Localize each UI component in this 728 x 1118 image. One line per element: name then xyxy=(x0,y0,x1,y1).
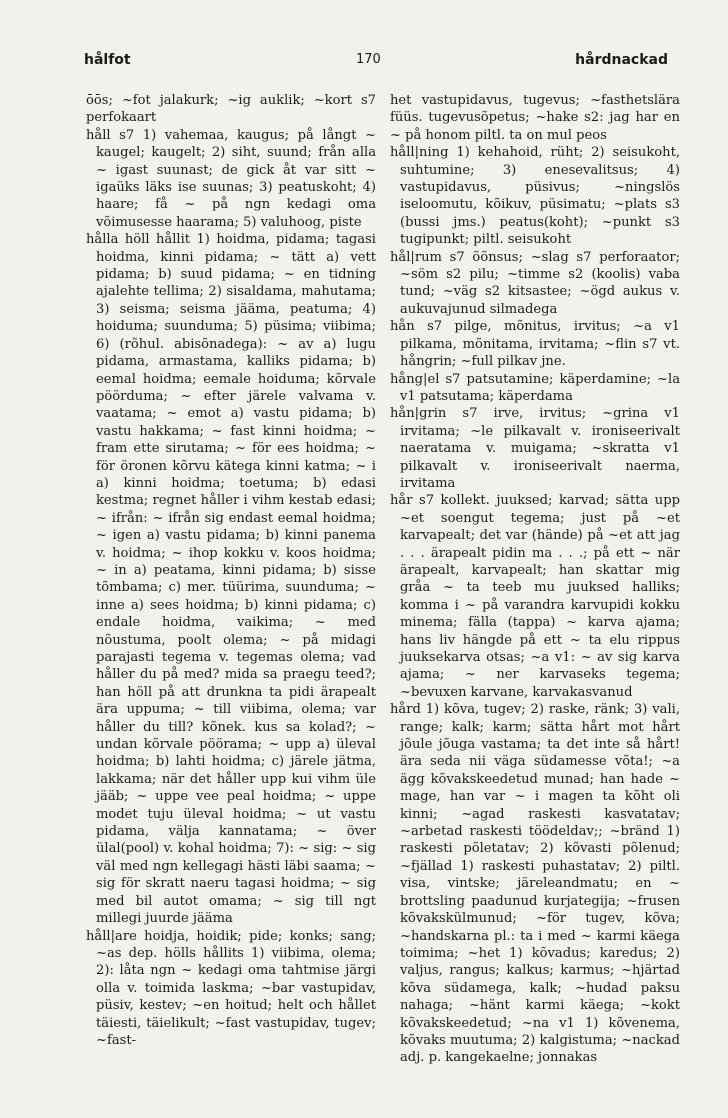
dictionary-entry: håll|are hoidja, hoidik; pide; konks; sang; ~as dep. hölls hållits 1) viibima, olema; 2): låta ngn ~ kedagi oma tahtmise järgi olla v. toimida laskma; ~bar vastupidav, püsiv, kestev; ~en hoitud; helt och hållet täiesti, täielikult; ~fast vastupidav, tugev; ~fast- xyxy=(86,928,376,1048)
dictionary-entry: hålla höll hållit 1) hoidma, pidama; tagasi hoidma, kinni pidama; ~ tätt a) vett pidama; b) suud pidama; ~ en tidning ajalehte tellima; 2) sisaldama, mahutama; 3) seisma; seisma jääma, peatuma; 4) hoiduma; suunduma; 5) püsima; viibima; 6) (rõhul. abisõnadega): ~ av a) lugu pidama, armastama, kalliks pidama; b) eemal hoidma; eemale hoiduma; kõrvale pöörduma; ~ efter järele valvama v. vaatama; ~ emot a) vastu pidama; b) vastu hakkama; ~ fast kinni hoidma; ~ fram ette sirutama; ~ för ees hoidma; ~ för öronen kõrvu kätega kinni katma; ~ i a) kinni hoidma; toetuma; b) edasi kestma; regnet håller i vihm kestab edasi; ~ ifrån: ~ ifrån sig endast eemal hoidma; ~ igen a) vastu pidama; b) kinni panema v. hoidma; ~ ihop kokku v. koos hoidma; ~ in a) peatama, kinni pidama; b) sisse tõmbama; c) mer. tüürima, suunduma; ~ inne a) sees hoidma; b) kinni pidama; c) endale hoidma, vaikima; ~ med nõustuma, poolt olema; ~ på midagi parajasti tegema v. tegemas olema; vad håller du på med? mida sa praegu teed?; han höll på att drunkna ta pidi ärapealt ära uppuma; ~ till viibima, olema; var håller du till? kõnek. kus sa kolad?; ~ undan kõrvale pöörama; ~ upp a) üleval hoidma; b) lahti hoidma; c) järele jätma, lakkama; när det håller upp kui vihm üle jääb; ~ uppe vee peal hoidma; ~ uppe modet tuju üleval hoidma; ~ ut vastu pidama, välja kannatama; ~ över ülal(pool) v. kohal hoidma; 7): ~ sig: ~ sig väl med ngn kellegagi hästi läbi saama; ~ sig för skratt naeru tagasi hoidma; ~ sig med bil autot omama; ~ sig till ngt millegi juurde jääma xyxy=(86,232,376,927)
dictionary-entry: het vastupidavus, tugevus; ~fasthetslära füüs. tugevusõpetus; ~hake s2: jag har en ~ på honom piltl. ta on mul peos xyxy=(390,93,680,143)
dictionary-entry: ōōs; ~fot jalakurk; ~ig auklik; ~kort s7 perfokaart xyxy=(86,93,376,126)
page-number: 170 xyxy=(356,52,381,67)
dictionary-entry: hål|rum s7 õõnsus; ~slag s7 perforaator; ~söm s2 pilu; ~timme s2 (koolis) vaba tund; ~väg s2 kitsastee; ~ögd aukus v. aukuvajunud silmadega xyxy=(390,249,680,317)
dictionary-entry: håll s7 1) vahemaa, kaugus; på långt ~ kaugel; kaugelt; 2) siht, suund; från alla ~ igast suunast; de gick åt var sitt ~ igaüks läks ise suunas; 3) peatuskoht; 4) haare; få ~ på ngn kedagi oma võimusesse haarama; 5) valuhoog, piste xyxy=(86,127,376,230)
dictionary-entry: hån|grin s7 irve, irvitus; ~grina v1 irvitama; ~le pilkavalt v. ironiseerivalt naeratama v. muigama; ~skratta v1 pilkavalt v. ironiseerivalt naerma, irvitama xyxy=(390,406,680,491)
dictionary-entry: hån s7 pilge, mõnitus, irvitus; ~a v1 pilkama, mõnitama, irvitama; ~flin s7 vt. hångrin; ~full pilkav jne. xyxy=(390,319,680,370)
running-head-left: hålfot xyxy=(84,52,131,68)
dictionary-entry: hång|el s7 patsutamine; käperdamine; ~la v1 patsutama; käperdama xyxy=(390,371,680,404)
running-head-right: hårdnackad xyxy=(575,52,668,68)
right-column xyxy=(390,92,680,1067)
dictionary-entry: hår s7 kollekt. juuksed; karvad; sätta upp ~et soengut tegema; just på ~et karvapealt; det var (hände) på ~et att jag . . . ärapealt pidin ma . . .; på ett ~ när ärapealt, karvapealt; han skattar mig gråa ~ ta teeb mu juuksed halliks; komma i ~ på varandra karvupidi kokku minema; fälla (tappa) ~ karva ajama; hans liv hängde på ett ~ ta elu rippus juuksekarva otsas; ~a v1: ~ av sig karva ajama; ~ ner karvaseks tegema; ~bevuxen karvane, karvakasvanud xyxy=(390,493,680,700)
dictionary-entry: hård 1) kõva, tugev; 2) raske, ränk; 3) vali, range; kalk; karm; sätta hårt mot hårt jõule jõuga vastama; ta det inte så hårt! ära seda nii väga südamesse võta!; ~a ägg kõvakskeedetud munad; han hade ~ mage, han var ~ i magen ta kõht oli kinni; ~agad raskesti kasvatatav; ~arbetad raskesti töödeldav;; ~bränd 1) raskesti põletatav; 2) kõvasti põlenud; ~fjällad 1) raskesti puhastatav; 2) piltl. visa, vintske; järeleandmatu; en ~ brottsling paadunud kurjategija; ~frusen kõvakskülmunud; ~för tugev, kõva; ~handskarna pl.: ta i med ~ karmi käega toimima; ~het 1) kõvadus; karedus; 2) valjus, rangus; kalkus; karmus; ~hjärtad kõva südamega, kalk; ~hudad paksu nahaga; ~hänt karmi käega; ~kokt kõvakskeedetud; ~na v1 1) kõvenema, kõvaks muutuma; 2) kalgistuma; ~nackad adj. p. kangekaelne; jonnakas xyxy=(390,702,680,1066)
left-column xyxy=(86,92,376,1049)
dictionary-entry: håll|ning 1) kehahoid, rüht; 2) seisukoht, suhtumine; 3) enesevalitsus; 4) vastupidavus, püsivus; ~ningslös iseloomutu, kõikuv, püsimatu; ~plats s3 (bussi jms.) peatus(koht); ~punkt s3 tugipunkt; piltl. seisukoht xyxy=(390,145,680,248)
